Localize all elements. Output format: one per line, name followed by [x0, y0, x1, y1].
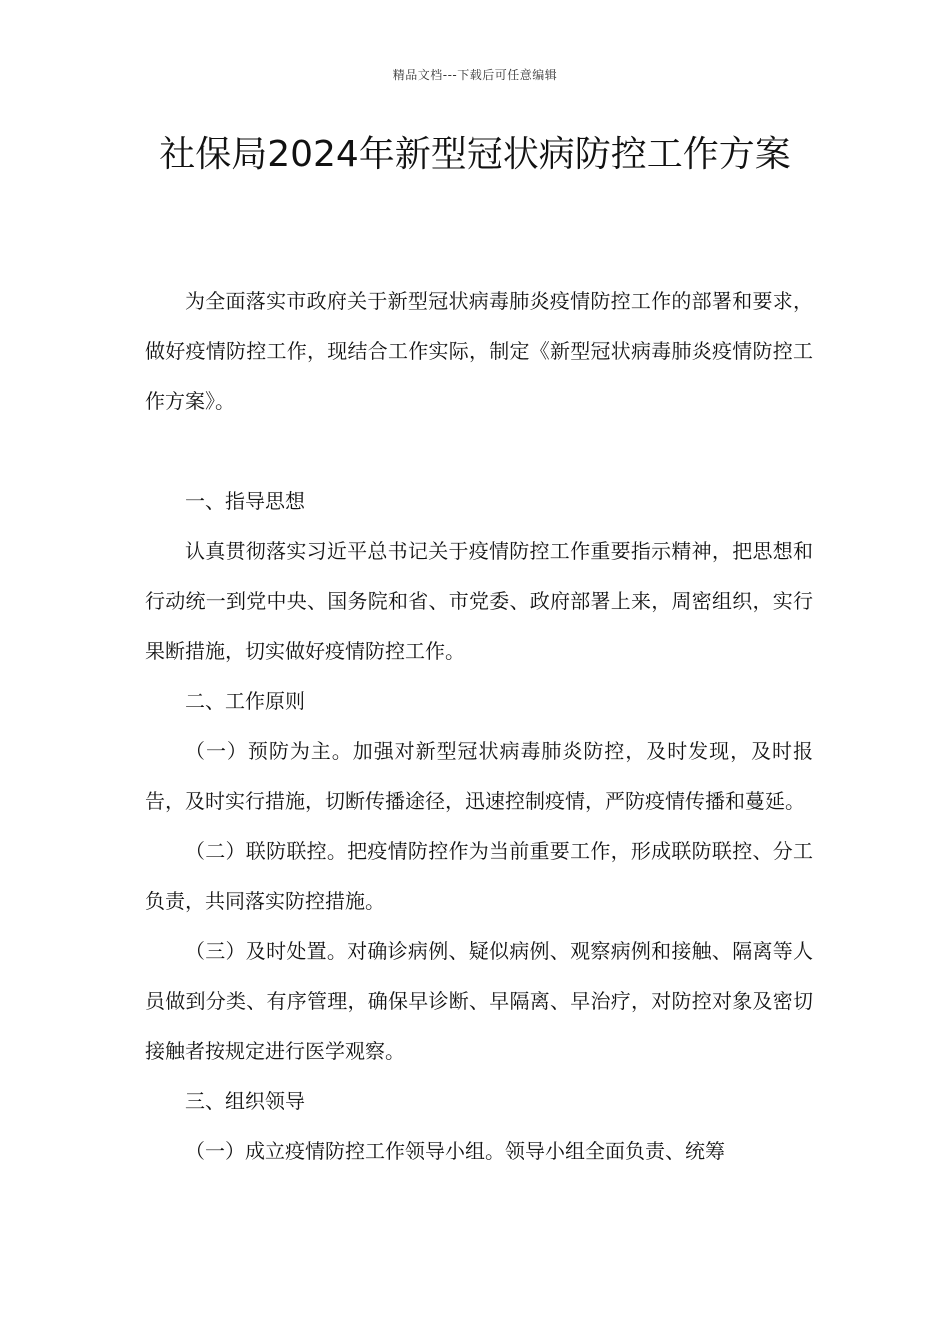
header-note: 精品文档---下载后可任意编辑	[392, 68, 558, 82]
section-heading-guiding-ideology: 一、指导思想	[185, 489, 305, 513]
document-title: 社保局2024年新型冠状病防控工作方案	[159, 134, 791, 175]
paragraph: （一）成立疫情防控工作领导小组。领导小组全面负责、统筹	[185, 1139, 725, 1163]
section-heading-organization-leadership: 三、组织领导	[185, 1089, 305, 1113]
paragraph: （二）联防联控。把疫情防控作为当前重要工作，形成联防联控、分工负责，共同落实防控措施。	[145, 839, 813, 913]
paragraph: （三）及时处置。对确诊病例、疑似病例、观察病例和接触、隔离等人员做到分类、有序管理，确保早诊断、早隔离、早治疗，对防控对象及密切接触者按规定进行医学观察。	[145, 939, 813, 1063]
section-heading-work-principles: 二、工作原则	[185, 689, 305, 713]
intro-paragraph: 为全面落实市政府关于新型冠状病毒肺炎疫情防控工作的部署和要求，做好疫情防控工作，现结合工作实际，制定《新型冠状病毒肺炎疫情防控工作方案》。	[145, 289, 813, 413]
document-body	[145, 276, 813, 1176]
paragraph: （一）预防为主。加强对新型冠状病毒肺炎防控，及时发现，及时报告，及时实行措施，切断传播途径，迅速控制疫情，严防疫情传播和蔓延。	[145, 739, 813, 813]
paragraph: 认真贯彻落实习近平总书记关于疫情防控工作重要指示精神，把思想和行动统一到党中央、国务院和省、市党委、政府部署上来，周密组织，实行果断措施，切实做好疫情防控工作。	[145, 539, 813, 663]
